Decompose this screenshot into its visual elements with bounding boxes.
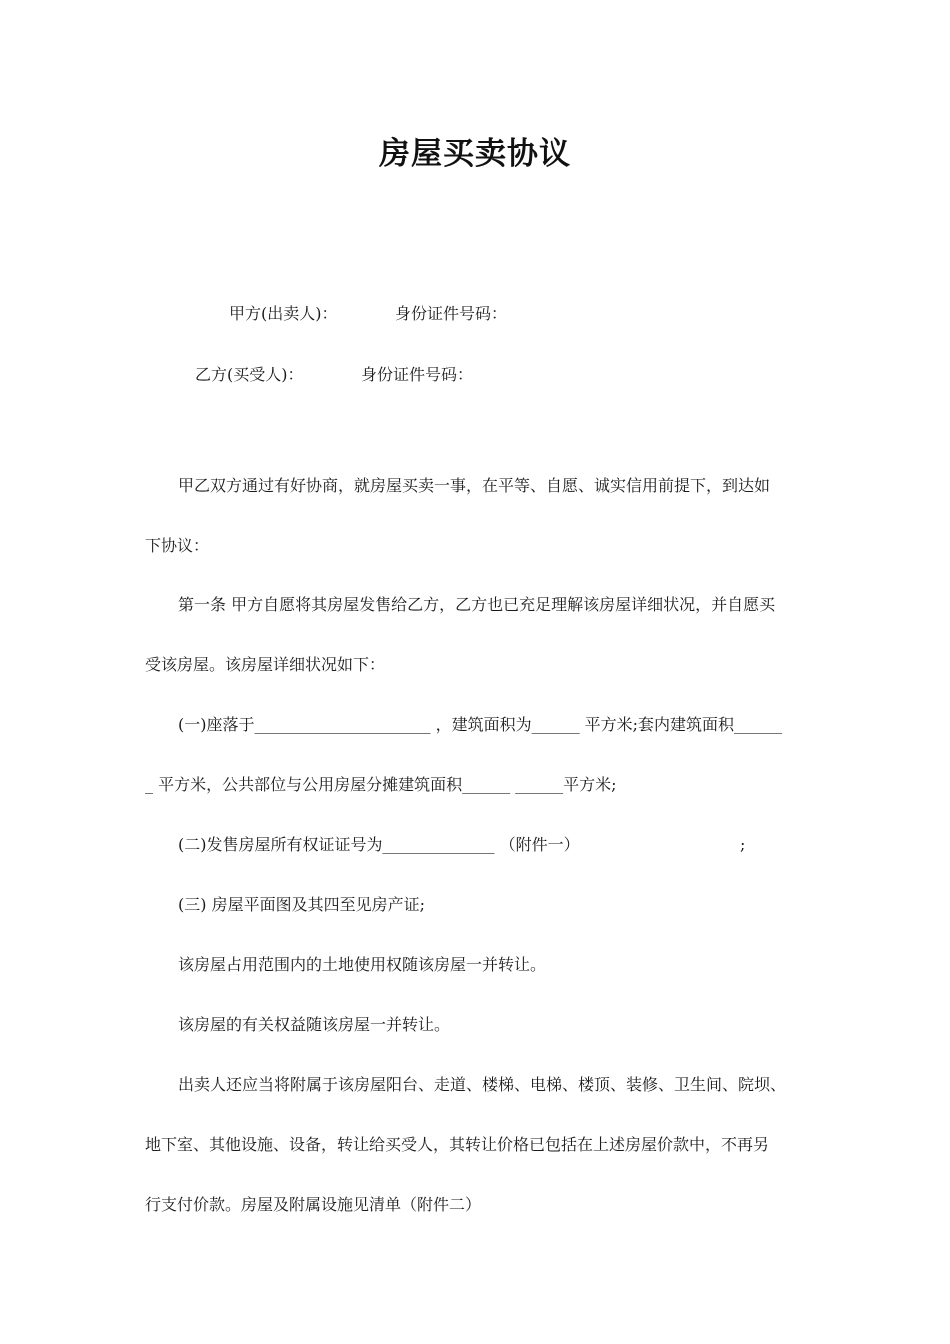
- paragraph-line: 受该房屋。该房屋详细状况如下：: [145, 655, 386, 674]
- paragraph-line: 甲乙双方通过有好协商，就房屋买卖一事，在平等、自愿、诚实信用前提下，到达如: [178, 476, 771, 495]
- paragraph-line-tail: ;: [740, 835, 746, 854]
- paragraph-line: (三) 房屋平面图及其四至见房产证;: [178, 895, 425, 914]
- paragraph-line: (二)发售房屋所有权证证号为______________ （附件一）: [178, 835, 580, 854]
- party-a-label: 甲方(出卖人)：: [229, 304, 338, 323]
- paragraph-line: 地下室、其他设施、设备，转让给买受人，其转让价格已包括在上述房屋价款中，不再另: [145, 1135, 770, 1154]
- party-a-id-label: 身份证件号码：: [395, 304, 508, 323]
- document-title: 房屋买卖协议: [379, 136, 571, 172]
- party-b-id-label: 身份证件号码：: [361, 365, 474, 384]
- paragraph-line: 行支付价款。房屋及附属设施见清单（附件二）: [145, 1195, 482, 1214]
- paragraph-line: 出卖人还应当将附属于该房屋阳台、走道、楼梯、电梯、楼顶、装修、卫生间、院坝、: [178, 1075, 787, 1094]
- party-b-label: 乙方(买受人)：: [195, 365, 304, 384]
- paragraph-line: 第一条 甲方自愿将其房屋发售给乙方，乙方也已充足理解该房屋详细状况，并自愿买: [178, 595, 776, 614]
- paragraph-line: 该房屋占用范围内的土地使用权随该房屋一并转让。: [178, 955, 547, 974]
- paragraph-line: _ 平方米，公共部位与公用房屋分摊建筑面积______ ______平方米;: [145, 775, 617, 794]
- paragraph-line: 该房屋的有关权益随该房屋一并转让。: [178, 1015, 451, 1034]
- paragraph-line: (一)座落于______________________ ，建筑面积为______ 平方米;套内建筑面积______: [178, 715, 783, 734]
- paragraph-line: 下协议：: [145, 536, 210, 555]
